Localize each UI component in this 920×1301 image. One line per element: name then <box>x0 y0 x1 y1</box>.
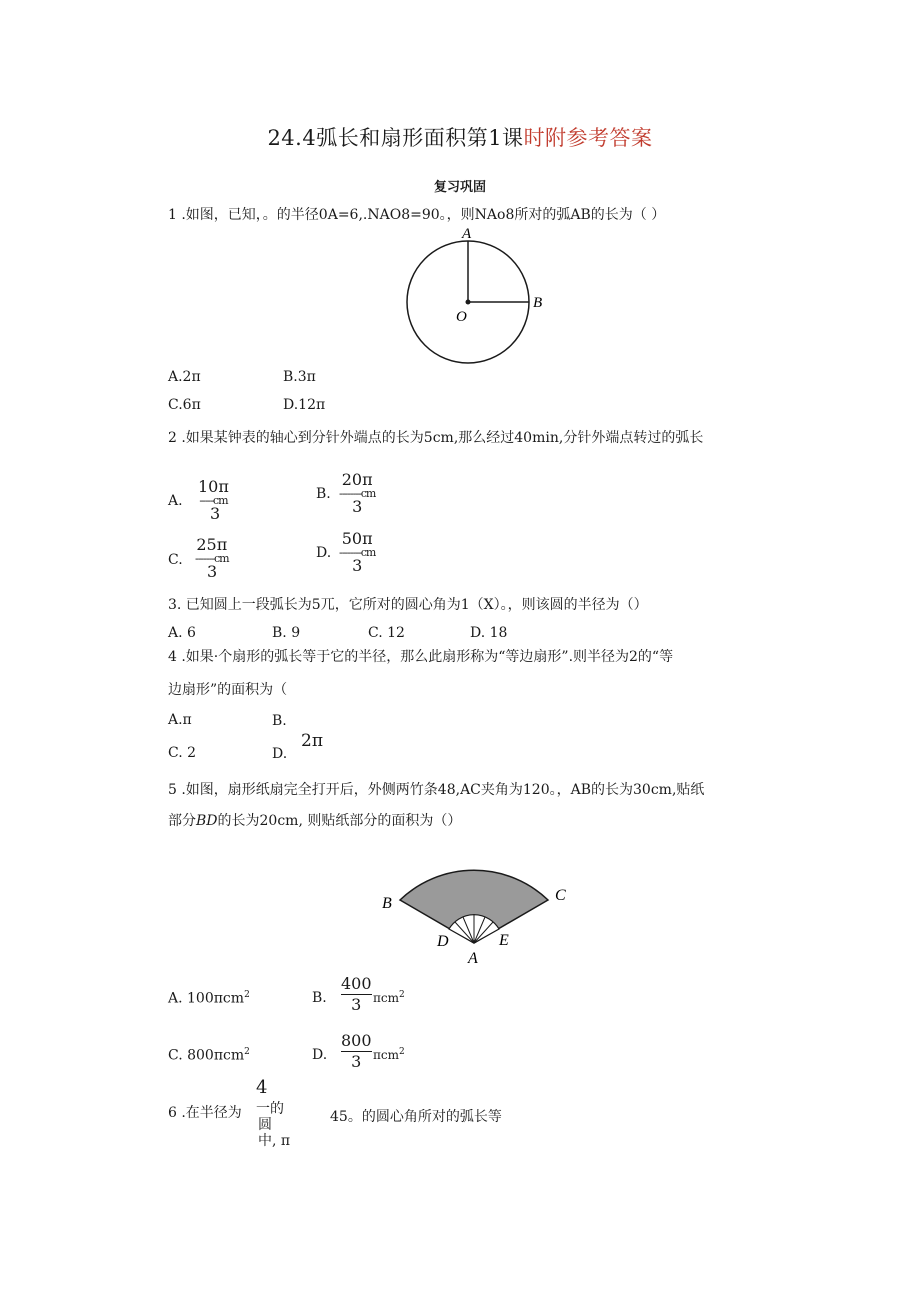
q5-option-b-fraction <box>341 976 372 1013</box>
q6-fraction-bar-text: 一的 <box>256 1101 284 1117</box>
q2-b-numerator: 20π <box>341 470 373 489</box>
label-c: C <box>555 887 566 904</box>
q2-d-numerator: 50π <box>341 529 373 548</box>
q2-b-bar: --------cm <box>339 487 376 500</box>
q5-option-a <box>168 990 250 1007</box>
q2-option-a-label: A. <box>168 493 183 509</box>
q2-stem: 2 .如果某钟表的轴心到分针外端点的长为5cm,那么经过40min,分针外端点转过的弧长 <box>168 430 704 446</box>
q3-stem: 3. 已知圆上一段弧长为5兀，它所对的圆心角为1（X）。，则该圆的半径为（） <box>168 597 648 613</box>
q2-option-a-fraction <box>198 479 229 522</box>
q4-stem-line1: 4 .如果·个扇形的弧长等于它的半径，那么此扇形称为“等边扇形”.则半径为2的“等 <box>168 649 674 665</box>
q5-stem-part2: 的长为20cm, 则贴纸部分的面积为（） <box>217 813 462 829</box>
page-title <box>0 122 920 152</box>
q2-option-d-fraction <box>339 531 375 574</box>
title-answer-note: 时附参考答案 <box>523 126 653 150</box>
q5-a-text: A. 100πcm <box>168 990 245 1007</box>
q4-option-c: C. 2 <box>168 745 197 761</box>
q3-option-a: A. 6 <box>168 625 196 641</box>
q6-zhong-pi: 中, π <box>258 1133 291 1149</box>
label-o: O <box>456 309 467 325</box>
q2-c-numerator: 25π <box>196 535 228 554</box>
q3-option-d: D. 18 <box>470 625 508 641</box>
q1-option-b: B.3π <box>283 369 316 385</box>
q1-option-c: C.6π <box>168 397 201 413</box>
q2-option-d-label: D. <box>316 545 332 561</box>
q2-d-bar: --------cm <box>339 546 376 559</box>
q5-stem-line2 <box>168 810 461 830</box>
q1-option-a: A.2π <box>168 369 201 385</box>
q5-c-text: C. 800πcm <box>168 1047 245 1064</box>
q4-option-d: D. <box>272 746 288 762</box>
section-heading: 复习巩固 <box>433 180 486 195</box>
q4-option-a: A.π <box>168 712 192 728</box>
q5-stem-part1: 部分 <box>168 813 196 829</box>
q1-option-d: D.12π <box>283 397 326 413</box>
q2-b-denominator: 3 <box>352 497 363 516</box>
q5-option-d-label: D. <box>312 1047 328 1063</box>
q6-prefix: 6 .在半径为 <box>168 1105 242 1121</box>
q5-option-d-fraction <box>341 1033 372 1070</box>
q2-d-denominator: 3 <box>352 556 363 575</box>
label-a: A <box>462 226 472 242</box>
q5-d-unit-text: πcm <box>373 1048 399 1062</box>
q5-b-unit-text: πcm <box>373 991 399 1005</box>
q2-a-bar: -----cm <box>199 494 228 507</box>
label-b: B <box>382 895 392 912</box>
center-point <box>466 300 471 305</box>
label-d: D <box>437 933 449 950</box>
q5-option-b-unit <box>373 990 405 1005</box>
label-e: E <box>499 932 509 949</box>
q2-option-b-label: B. <box>316 486 331 502</box>
q4-option-d-value: 2π <box>301 731 323 751</box>
q6-numerator: 4 <box>256 1077 268 1098</box>
q4-option-b: B. <box>272 713 287 729</box>
q2-option-c-fraction <box>195 537 229 580</box>
q5-option-d-unit <box>373 1047 405 1062</box>
q5-d-numerator: 800 <box>341 1031 372 1050</box>
q6-rest: 45。的圆心角所对的弧长等 <box>330 1109 502 1125</box>
q2-option-b-fraction <box>339 472 375 515</box>
q3-option-b: B. 9 <box>272 625 301 641</box>
q5-option-c <box>168 1047 250 1064</box>
q1-circle-figure <box>395 222 555 372</box>
q5-option-b-label: B. <box>312 990 327 1006</box>
q2-a-denominator: 3 <box>210 504 221 523</box>
q5-fan-figure <box>375 845 580 967</box>
q3-option-c: C. 12 <box>368 625 405 641</box>
q5-b-squared: 2 <box>399 990 405 1000</box>
q6-yuan: 圆 <box>258 1117 272 1133</box>
q5-a-squared: 2 <box>244 990 250 1000</box>
label-b: B <box>533 295 543 311</box>
q5-stem-bd: BD <box>196 813 218 829</box>
q5-stem-line1: 5 .如图，扇形纸扇完全打开后，外侧两竹条48,AC夹角为120。，AB的长为30cm,贴纸 <box>168 782 705 798</box>
q2-c-bar: -------cm <box>195 552 229 565</box>
q4-stem-line2: 边扇形”的面积为（ <box>168 682 288 698</box>
q5-c-squared: 2 <box>244 1047 250 1057</box>
q5-b-numerator: 400 <box>341 974 372 993</box>
q2-a-numerator: 10π <box>198 477 229 496</box>
q5-d-squared: 2 <box>399 1047 405 1057</box>
q5-b-denominator: 3 <box>351 995 362 1014</box>
q2-option-c-label: C. <box>168 552 183 568</box>
q5-d-denominator: 3 <box>351 1052 362 1071</box>
label-a: A <box>468 950 478 967</box>
q1-stem: 1 .如图，已知，。的半径0A=6,.NAO8=90。，则NAo8所对的弧AB的长为（ ） <box>168 207 666 223</box>
title-main: 24.4弧长和扇形面积第1课 <box>267 126 524 150</box>
q2-c-denominator: 3 <box>207 562 218 581</box>
